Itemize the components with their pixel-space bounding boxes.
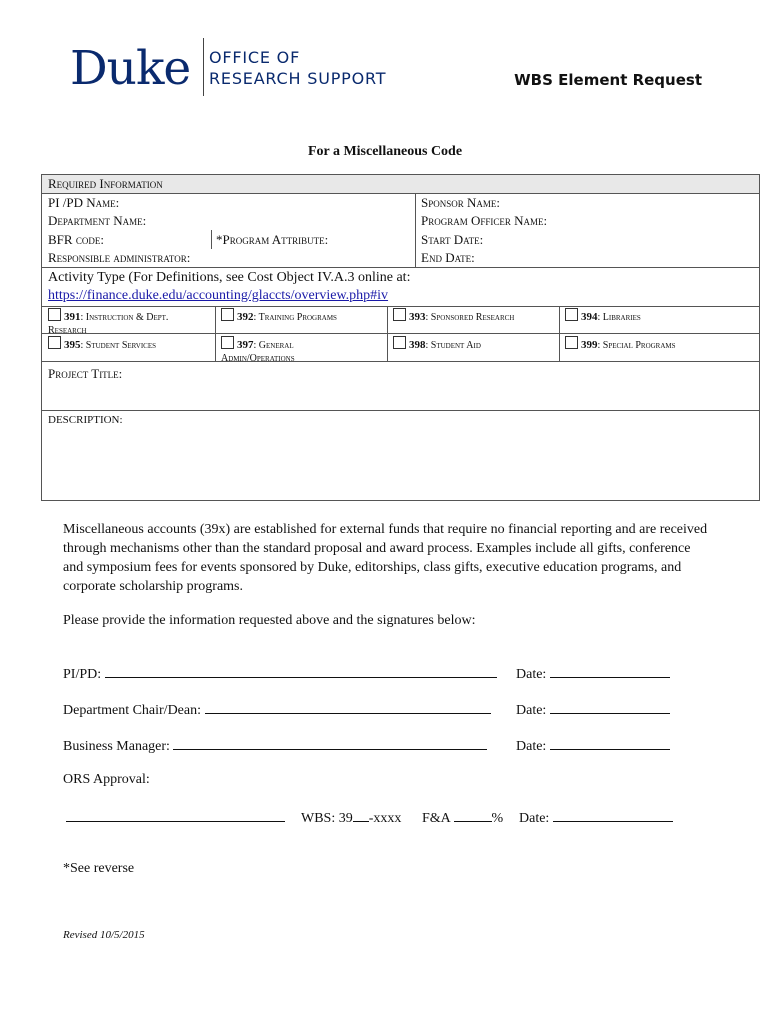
checkbox-393[interactable] bbox=[393, 308, 406, 321]
fa-rate-field[interactable]: F&A % bbox=[422, 808, 503, 827]
option-394[interactable]: 394: Libraries bbox=[565, 308, 641, 324]
ors-approval-signature-line[interactable] bbox=[66, 808, 285, 827]
option-393[interactable]: 393: Sponsored Research bbox=[393, 308, 514, 324]
responsible-admin-field[interactable]: Responsible administrator: bbox=[48, 250, 191, 265]
department-name-field[interactable]: Department Name: bbox=[48, 213, 147, 228]
checkbox-391[interactable] bbox=[48, 308, 61, 321]
project-title-field[interactable]: Project Title: bbox=[48, 366, 123, 381]
checkbox-392[interactable] bbox=[221, 308, 234, 321]
option-397[interactable]: 397: General Admin/Operations bbox=[221, 336, 295, 365]
ors-approval-label: ORS Approval: bbox=[63, 772, 150, 787]
option-398[interactable]: 398: Student Aid bbox=[393, 336, 481, 352]
pi-pd-date-line[interactable]: Date: bbox=[516, 664, 670, 683]
option-399[interactable]: 399: Special Programs bbox=[565, 336, 676, 352]
required-info-heading: Required Information bbox=[48, 176, 163, 191]
activity-definitions-link[interactable]: https://finance.duke.edu/accounting/glaccts/overview.php#iv bbox=[48, 288, 389, 303]
see-reverse-note: *See reverse bbox=[63, 861, 135, 876]
activity-type-label: Activity Type (For Definitions, see Cost Object IV.A.3 online at: bbox=[48, 270, 411, 285]
instructions-paragraph: Please provide the information requested above and the signatures below: bbox=[63, 613, 476, 628]
program-officer-name-field[interactable]: Program Officer Name: bbox=[421, 213, 548, 228]
start-date-field[interactable]: Start Date: bbox=[421, 232, 484, 247]
logo-divider bbox=[203, 38, 204, 96]
ors-date-line[interactable]: Date: bbox=[519, 808, 673, 827]
checkbox-395[interactable] bbox=[48, 336, 61, 349]
bfr-code-field[interactable]: BFR code: bbox=[48, 232, 104, 247]
checkbox-398[interactable] bbox=[393, 336, 406, 349]
revised-date: Revised 10/5/2015 bbox=[63, 929, 145, 941]
business-manager-signature-line[interactable]: Business Manager: bbox=[63, 736, 487, 755]
request-form bbox=[41, 174, 760, 501]
logo-duke-wordmark: Duke bbox=[70, 41, 191, 96]
option-391[interactable]: 391: Instruction & Dept. Research bbox=[48, 308, 168, 337]
checkbox-399[interactable] bbox=[565, 336, 578, 349]
wbs-code-field[interactable]: WBS: 39 -xxxx bbox=[301, 808, 401, 827]
description-field[interactable]: DESCRIPTION: bbox=[48, 414, 123, 426]
dept-chair-date-line[interactable]: Date: bbox=[516, 700, 670, 719]
dept-chair-signature-line[interactable]: Department Chair/Dean: bbox=[63, 700, 491, 719]
option-395[interactable]: 395: Student Services bbox=[48, 336, 156, 352]
document-title: WBS Element Request bbox=[514, 71, 702, 89]
logo-office-line1: OFFICE OF bbox=[209, 48, 301, 67]
logo-office-line2: RESEARCH SUPPORT bbox=[209, 69, 387, 88]
pi-pd-name-field[interactable]: PI /PD Name: bbox=[48, 195, 120, 210]
form-subtitle: For a Miscellaneous Code bbox=[307, 144, 463, 159]
option-392[interactable]: 392: Training Programs bbox=[221, 308, 337, 324]
logo-office-text bbox=[209, 47, 386, 89]
program-attribute-field[interactable]: *Program Attribute: bbox=[216, 232, 329, 247]
sponsor-name-field[interactable]: Sponsor Name: bbox=[421, 195, 500, 210]
end-date-field[interactable]: End Date: bbox=[421, 250, 475, 265]
misc-accounts-paragraph: Miscellaneous accounts (39x) are established for external funds that require no financial reporting and are received through mechanisms other than the standard proposal and award process. Examples include all gifts, conference and symposium fees for events sponsored by Duke, editorships, class gifts, executive education programs, and corporate scholarship programs. bbox=[63, 522, 708, 594]
checkbox-397[interactable] bbox=[221, 336, 234, 349]
pi-pd-signature-line[interactable]: PI/PD: bbox=[63, 664, 497, 683]
checkbox-394[interactable] bbox=[565, 308, 578, 321]
business-manager-date-line[interactable]: Date: bbox=[516, 736, 670, 755]
